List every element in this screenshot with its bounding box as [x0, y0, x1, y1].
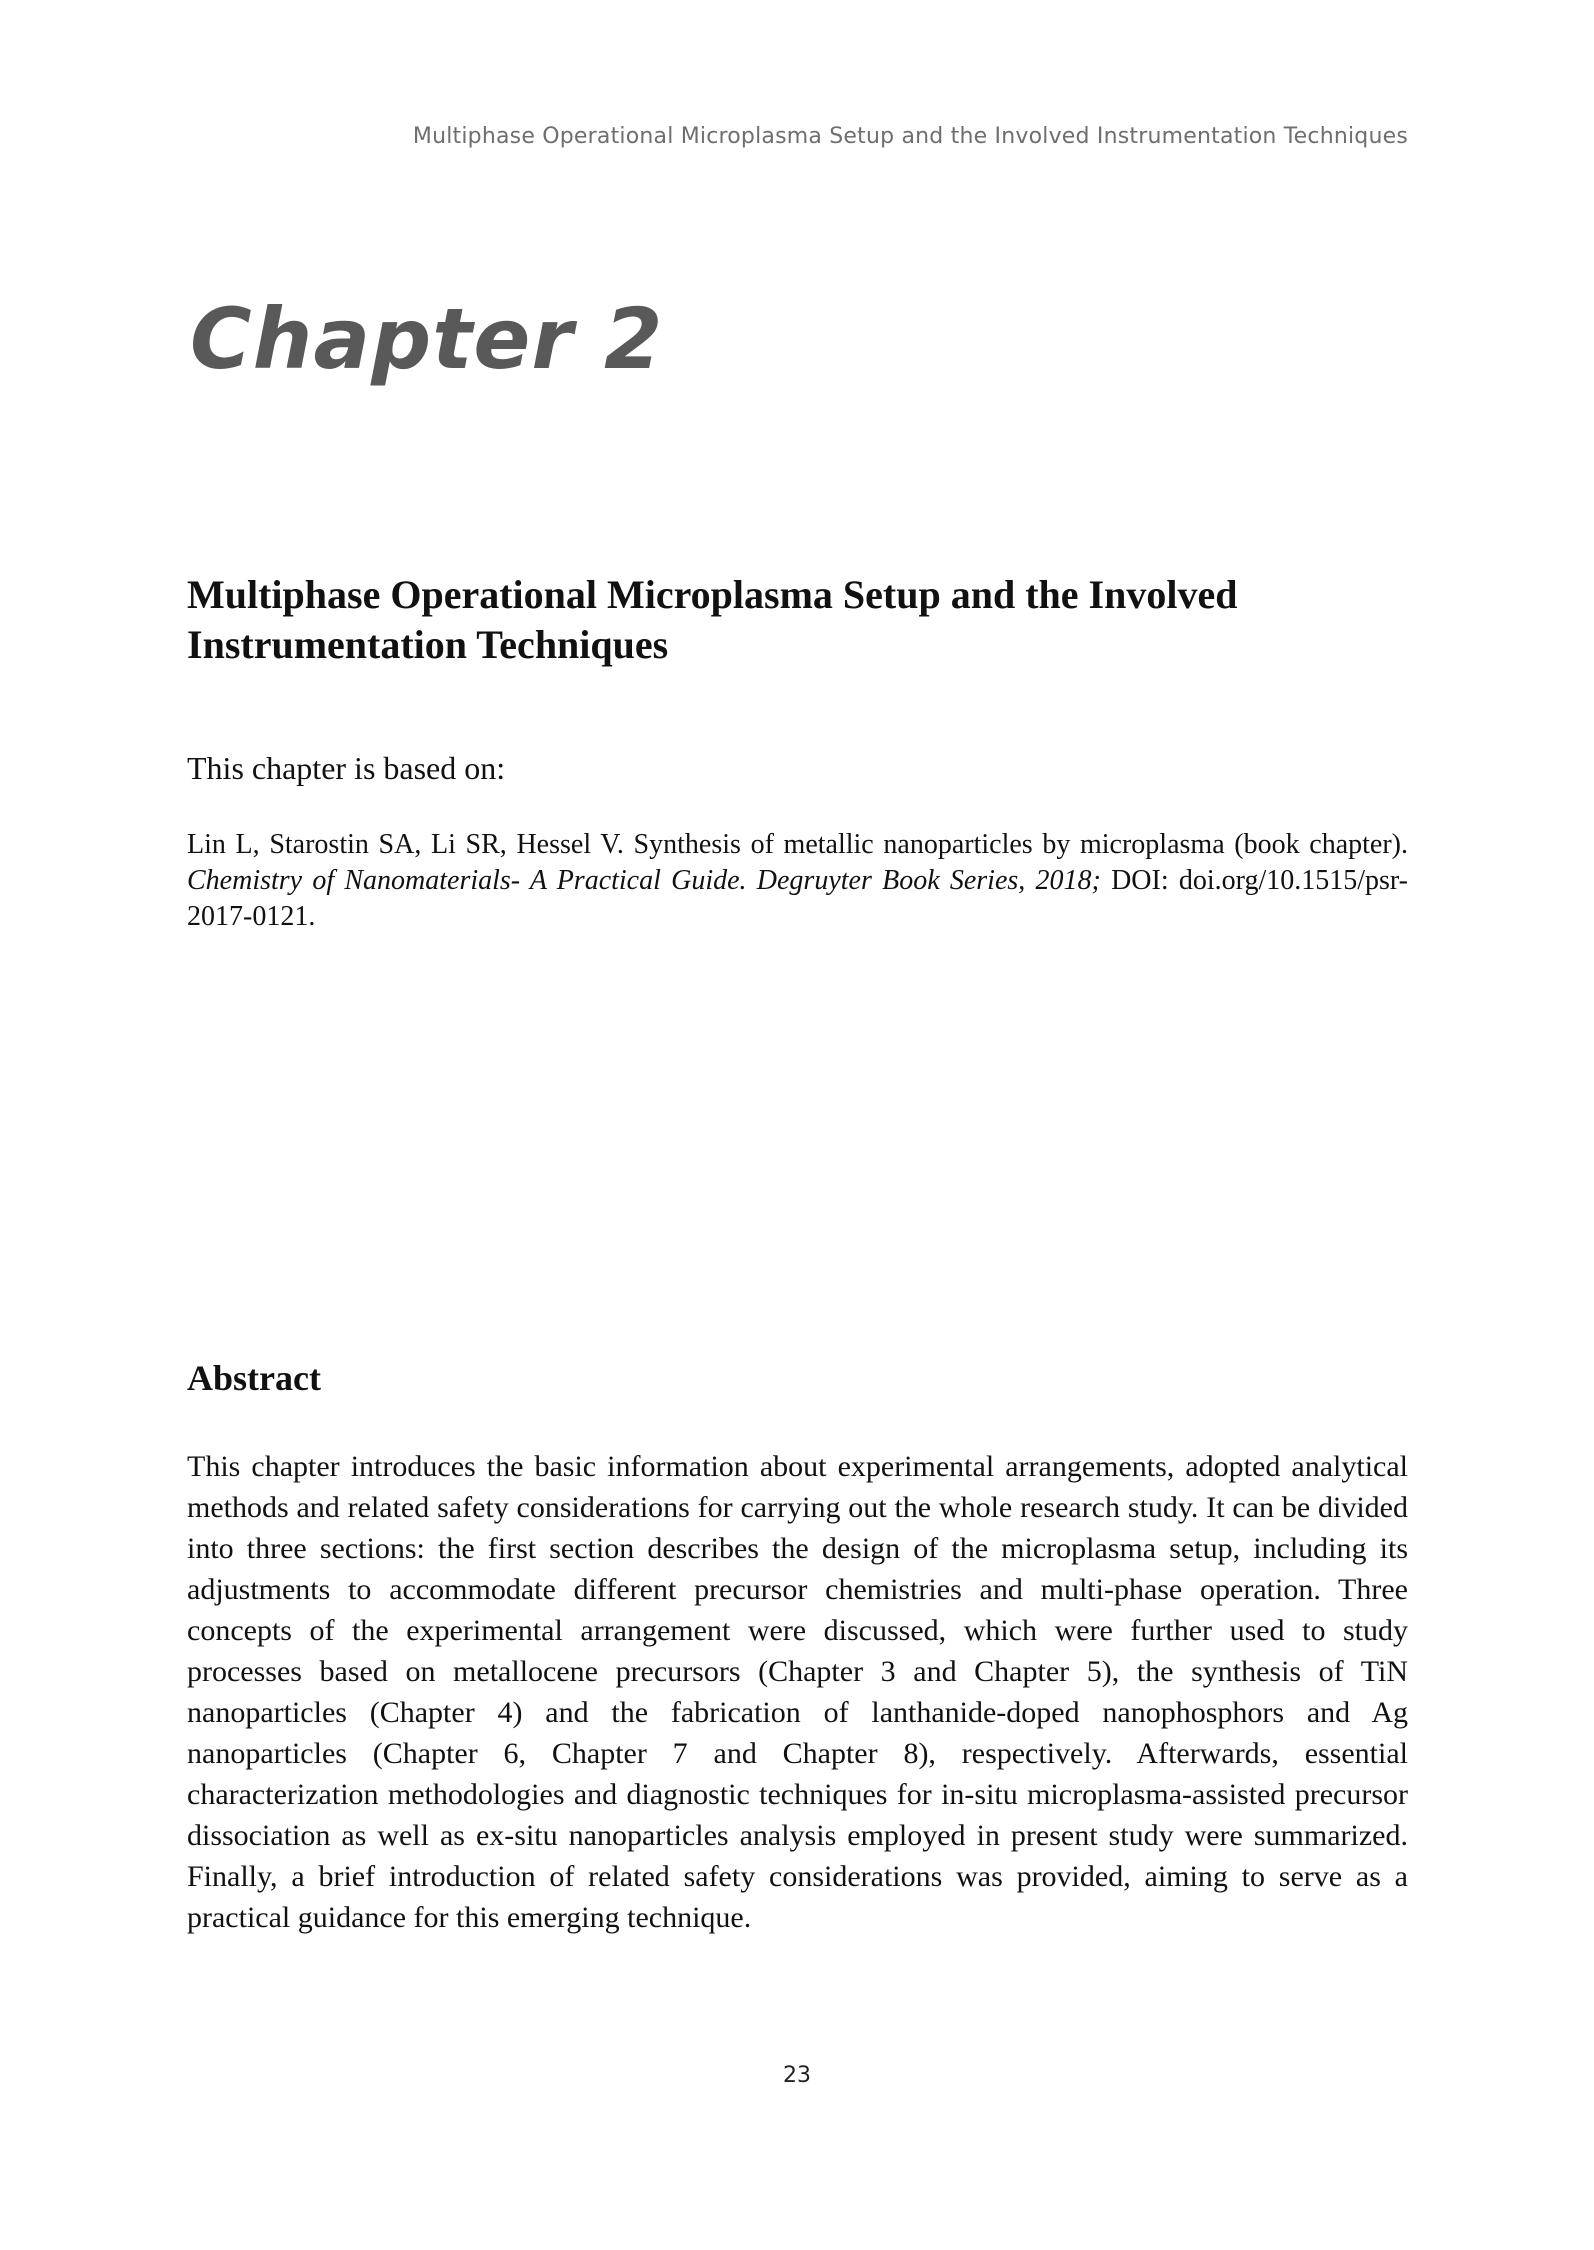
based-on-label: This chapter is based on:	[187, 750, 506, 786]
citation-authors-title: Lin L, Starostin SA, Li SR, Hessel V. Synthesis of metallic nanoparticles by microplasma (book chapter).	[187, 829, 1408, 860]
page-number: 23	[783, 2063, 811, 2088]
citation-journal: Chemistry of Nanomaterials- A Practical Guide. Degruyter Book Series, 2018;	[187, 865, 1101, 896]
running-header: Multiphase Operational Microplasma Setup and the Involved Instrumentation Techniques	[412, 124, 1408, 149]
chapter-title-line-2: Instrumentation Techniques	[187, 622, 669, 667]
chapter-title	[187, 570, 1417, 670]
chapter-label: Chapter 2	[190, 290, 664, 388]
citation-doi: DOI: doi.org/10.1515/psr-2017-0121.	[187, 865, 1408, 932]
abstract-body: This chapter introduces the basic information about experimental arrangements, adopted analytical methods and related safety considerations for carrying out the whole research study. It can be divided into three sections: the first section describes the design of the microplasma setup, including its adjustments to accommodate different precursor chemistries and multi-phase operation. Three concepts of the experimental arrangement were discussed, which were further used to study processes based on metallocene precursors (Chapter 3 and Chapter 5), the synthesis of TiN nanoparticles (Chapter 4) and the fabrication of lanthanide-doped nanophosphors and Ag nanoparticles (Chapter 6, Chapter 7 and Chapter 8), respectively. Afterwards, essential characterization methodologies and diagnostic techniques for in-situ microplasma-assisted precursor dissociation as well as ex-situ nanoparticles analysis employed in present study were summarized. Finally, a brief introduction of related safety considerations was provided, aiming to serve as a practical guidance for this emerging technique.	[187, 1450, 1408, 1934]
abstract-heading: Abstract	[187, 1358, 321, 1398]
citation	[187, 827, 1408, 935]
chapter-title-line-1: Multiphase Operational Microplasma Setup and the Involved	[187, 572, 1238, 617]
